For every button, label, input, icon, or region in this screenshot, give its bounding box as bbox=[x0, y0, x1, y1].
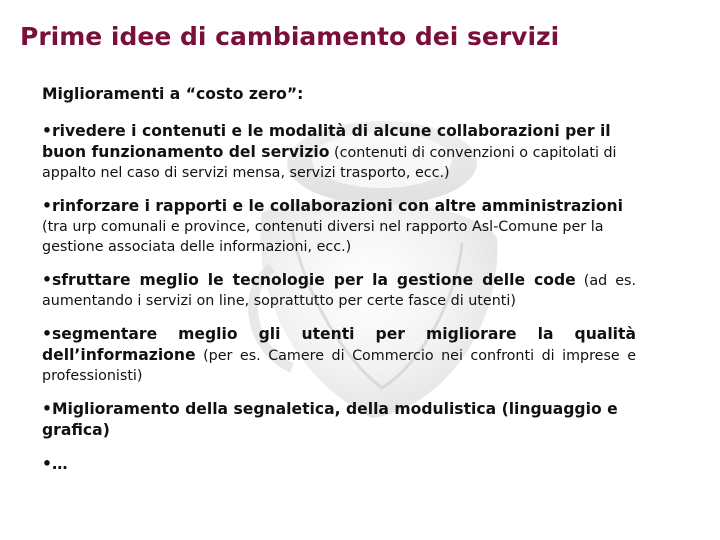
bullet-item-4-bold: •segmentare meglio gli utenti per migliorare la qualità dell’informazione bbox=[42, 325, 636, 364]
bullet-item-4 bbox=[42, 324, 636, 386]
bullet-item-3-bold: •sfruttare meglio le tecnologie per la gestione delle code bbox=[42, 271, 576, 289]
bullet-item-5 bbox=[42, 399, 636, 441]
bullet-item-1 bbox=[42, 121, 636, 183]
bullet-item-2 bbox=[42, 196, 636, 257]
bullet-item-5-bold: •Miglioramento della segnaletica, della modulistica (linguaggio e grafica) bbox=[42, 400, 618, 439]
bullet-item-6 bbox=[42, 454, 636, 475]
intro-text: Miglioramenti a “costo zero”: bbox=[42, 85, 304, 103]
bullet-item-1-detail: (contenuti di convenzioni o capitolati di appalto nel caso di servizi mensa, servizi trasporto, ecc.) bbox=[42, 145, 617, 181]
bullet-item-2-bold: •rinforzare i rapporti e le collaborazioni con altre amministrazioni bbox=[42, 197, 623, 215]
bullet-item-1-bold: •rivedere i contenuti e le modalità di alcune collaborazioni per il buon funzionamento del servizio bbox=[42, 122, 611, 161]
bullet-item-4-detail: (per es. Camere di Commercio nei confronti di imprese e professionisti) bbox=[42, 348, 636, 384]
page-title: Prime idee di cambiamento dei servizi bbox=[20, 22, 560, 51]
slide-content bbox=[42, 84, 636, 488]
bullet-item-3-detail: (ad es. aumentando i servizi on line, soprattutto per certe fasce di utenti) bbox=[42, 273, 636, 309]
bullet-item-6-bold: •… bbox=[42, 455, 68, 473]
bullet-item-2-detail: (tra urp comunali e province, contenuti diversi nel rapporto Asl-Comune per la gestione associata delle informazioni, ecc.) bbox=[42, 219, 604, 255]
bullet-item-3 bbox=[42, 270, 636, 311]
